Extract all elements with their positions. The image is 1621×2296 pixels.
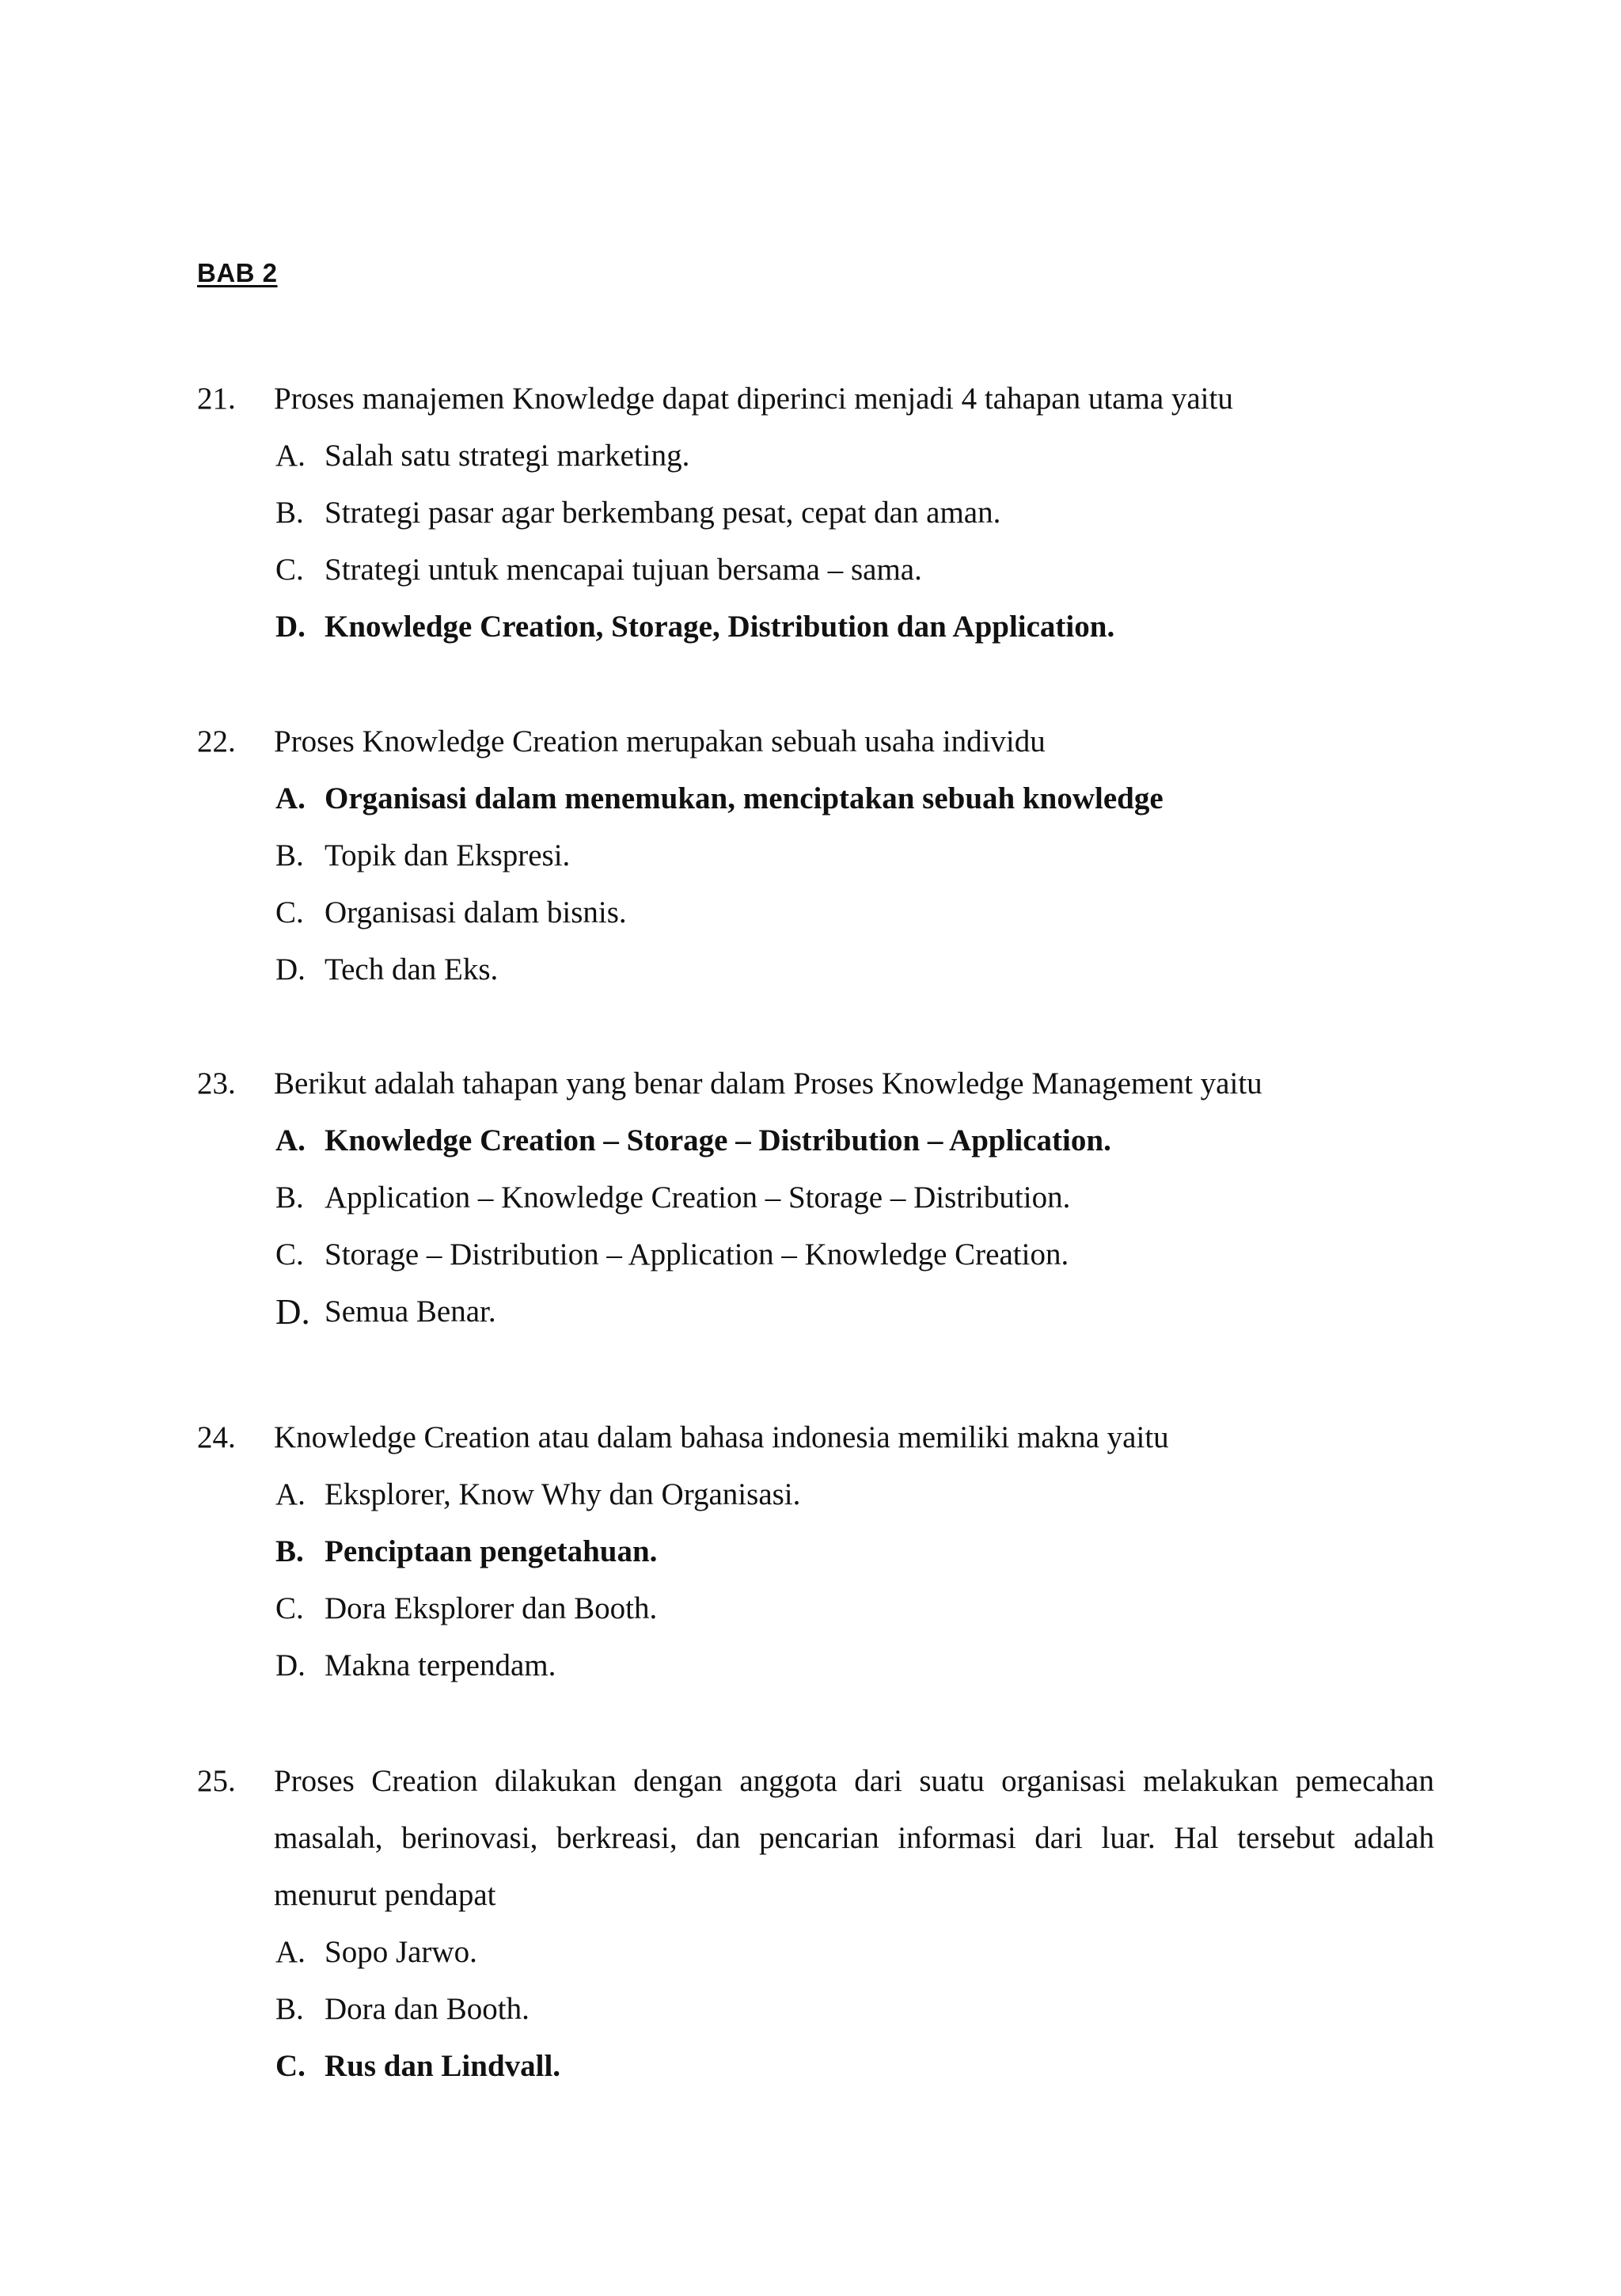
option-text: Penciptaan pengetahuan. — [325, 1534, 658, 1568]
option-text: Salah satu strategi marketing. — [325, 439, 690, 473]
question-text: Berikut adalah tahapan yang benar dalam Proses Knowledge Management yaitu — [274, 1066, 1262, 1100]
option-letter: C. — [275, 895, 304, 929]
option-letter: B. — [275, 1180, 304, 1215]
option-text: Storage – Distribution – Application – Knowledge Creation. — [325, 1237, 1069, 1272]
option-letter: B. — [275, 496, 304, 530]
option-letter: D. — [275, 1648, 306, 1682]
option-letter: B. — [275, 1534, 304, 1568]
option-letter: D. — [275, 952, 306, 986]
option-letter: B. — [275, 838, 304, 872]
question-number: 22. — [197, 724, 236, 758]
option-text: Knowledge Creation – Storage – Distribution – Application. — [325, 1123, 1111, 1158]
option-letter: D. — [275, 610, 306, 644]
option-text: Rus dan Lindvall. — [325, 2049, 561, 2083]
option-letter: A. — [275, 1477, 306, 1511]
option-text: Semua Benar. — [325, 1294, 496, 1329]
option-text: Topik dan Ekspresi. — [325, 838, 571, 872]
question-text: Knowledge Creation atau dalam bahasa indonesia memiliki makna yaitu — [274, 1420, 1169, 1454]
question-text: Proses Knowledge Creation merupakan sebuah usaha individu — [274, 724, 1046, 758]
option-text: Knowledge Creation, Storage, Distribution dan Application. — [325, 610, 1115, 644]
option-text: Makna terpendam. — [325, 1648, 556, 1682]
option-text: Organisasi dalam bisnis. — [325, 895, 627, 929]
option-text: Application – Knowledge Creation – Storage – Distribution. — [325, 1180, 1071, 1215]
question-number: 21. — [197, 382, 236, 416]
option-letter: C. — [275, 553, 304, 587]
question-number: 25. — [197, 1764, 236, 1798]
option-letter: B. — [275, 1992, 304, 2026]
question-number: 23. — [197, 1066, 236, 1100]
option-letter: C. — [275, 2049, 306, 2083]
option-text: Tech dan Eks. — [325, 952, 499, 986]
option-text: Sopo Jarwo. — [325, 1935, 477, 1969]
option-letter: D. — [275, 1292, 310, 1332]
option-letter: C. — [275, 1237, 304, 1272]
question-text: Proses Creation dilakukan dengan anggota dari suatu organisasi melakukan pemecahan masalah, berinovasi, berkreasi, dan pencarian informasi dari luar. Hal tersebut adalah menurut pendapat — [274, 1764, 1434, 1912]
question-text: Proses manajemen Knowledge dapat diperinci menjadi 4 tahapan utama yaitu — [274, 382, 1233, 416]
option-text: Organisasi dalam menemukan, menciptakan sebuah knowledge — [325, 781, 1164, 815]
option-text: Eksplorer, Know Why dan Organisasi. — [325, 1477, 801, 1511]
option-letter: C. — [275, 1591, 304, 1625]
option-text: Dora dan Booth. — [325, 1992, 530, 2026]
option-text: Dora Eksplorer dan Booth. — [325, 1591, 658, 1625]
option-letter: A. — [275, 439, 306, 473]
chapter-heading: BAB 2 — [197, 258, 278, 287]
option-letter: A. — [275, 1123, 306, 1158]
option-text: Strategi pasar agar berkembang pesat, cepat dan aman. — [325, 496, 1001, 530]
option-letter: A. — [275, 781, 306, 815]
option-text: Strategi untuk mencapai tujuan bersama – sama. — [325, 553, 922, 587]
option-letter: A. — [275, 1935, 306, 1969]
question-number: 24. — [197, 1420, 236, 1454]
